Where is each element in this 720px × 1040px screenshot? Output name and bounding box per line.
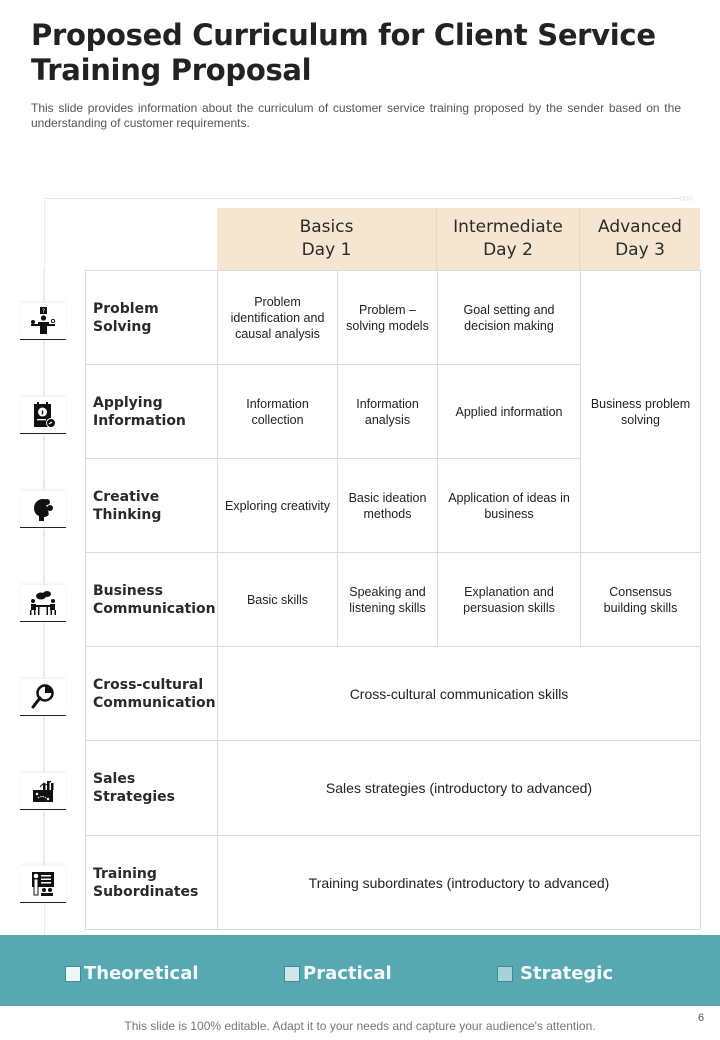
column-header-basics — [217, 208, 437, 270]
icon-underline — [20, 621, 66, 622]
table-cell-span: Cross-cultural communication skills — [217, 646, 701, 741]
page-number: 6 — [698, 1012, 705, 1024]
column-header-title: Intermediate — [453, 217, 563, 237]
legend-swatch — [284, 966, 300, 982]
slide-title: Proposed Curriculum for Client Service Training Proposal — [31, 18, 656, 87]
row-label-cross-cultural-communication: Cross-cultural Communication — [85, 646, 218, 741]
column-header-day: Day 2 — [483, 240, 533, 260]
row-label-training-subordinates: Training Subordinates — [85, 835, 218, 930]
table-cell: Explanation and persuasion skills — [437, 552, 581, 647]
svg-text:?: ? — [41, 308, 46, 315]
problem-solving-icon — [20, 303, 66, 339]
sales-strategy-chart-icon — [20, 773, 66, 809]
table-cell: Application of ideas in business — [437, 458, 581, 553]
timeline-connector — [43, 270, 44, 300]
table-cell-span: Training subordinates (introductory to advanced) — [217, 835, 701, 930]
row-label-business-communication: Business Communication — [85, 552, 218, 647]
table-cell: Information analysis — [337, 364, 438, 459]
slide-subtitle: This slide provides information about the curriculum of customer service training proposed by the sender based on the understanding of customer requirements. — [31, 101, 681, 130]
legend-item-theoretical — [65, 963, 199, 984]
column-header-title: Advanced — [598, 217, 682, 237]
table-cell: Applied information — [437, 364, 581, 459]
column-header-title: Basics — [299, 217, 354, 237]
decor-dots: ○○○ — [679, 193, 693, 203]
table-cell-span: Sales strategies (introductory to advanced) — [217, 740, 701, 836]
legend-swatch — [497, 966, 513, 982]
timeline-connector — [43, 812, 44, 864]
table-cell: Goal setting and decision making — [437, 270, 581, 365]
table-cell: Exploring creativity — [217, 458, 338, 553]
row-label-sales-strategies: Sales Strategies — [85, 740, 218, 836]
table-cell-merged-advanced: Business problem solving — [580, 270, 701, 553]
timeline-connector — [43, 530, 44, 582]
icon-underline — [20, 339, 66, 340]
table-cell: Speaking and listening skills — [337, 552, 438, 647]
icon-underline — [20, 433, 66, 434]
column-header-advanced — [580, 208, 700, 270]
legend-label: Practical — [303, 963, 392, 984]
row-label-creative-thinking: Creative Thinking — [85, 458, 218, 553]
icon-underline — [20, 809, 66, 810]
table-cell: Basic ideation methods — [337, 458, 438, 553]
table-cell: Problem identification and causal analysis — [217, 270, 338, 365]
table-cell: Problem – solving models — [337, 270, 438, 365]
meeting-table-icon — [20, 585, 66, 621]
table-cell: Basic skills — [217, 552, 338, 647]
row-label-applying-information: Applying Information — [85, 364, 218, 459]
information-notepad-icon — [20, 397, 66, 433]
legend-label: Theoretical — [84, 963, 199, 984]
legend-item-strategic — [497, 963, 613, 984]
legend-item-practical — [284, 963, 392, 984]
footer-note: This slide is 100% editable. Adapt it to your needs and capture your audience's attention. — [124, 1019, 596, 1033]
timeline-connector — [43, 342, 44, 394]
row-label-problem-solving: Problem Solving — [85, 270, 218, 365]
icon-underline — [20, 527, 66, 528]
frame-top-border — [44, 198, 680, 199]
timeline-connector — [43, 436, 44, 488]
column-header-intermediate — [437, 208, 580, 270]
column-header-day: Day 3 — [615, 240, 665, 260]
table-cell: Consensus building skills — [580, 552, 701, 647]
trainer-presentation-icon — [20, 866, 66, 902]
timeline-connector — [43, 624, 44, 676]
legend-swatch — [65, 966, 81, 982]
table-cell: Information collection — [217, 364, 338, 459]
icon-underline — [20, 715, 66, 716]
globe-search-icon — [20, 679, 66, 715]
column-header-day: Day 1 — [301, 240, 352, 260]
icon-underline — [20, 902, 66, 903]
legend-label: Strategic — [520, 963, 614, 984]
timeline-connector — [43, 718, 44, 770]
creative-head-icon — [20, 491, 66, 527]
